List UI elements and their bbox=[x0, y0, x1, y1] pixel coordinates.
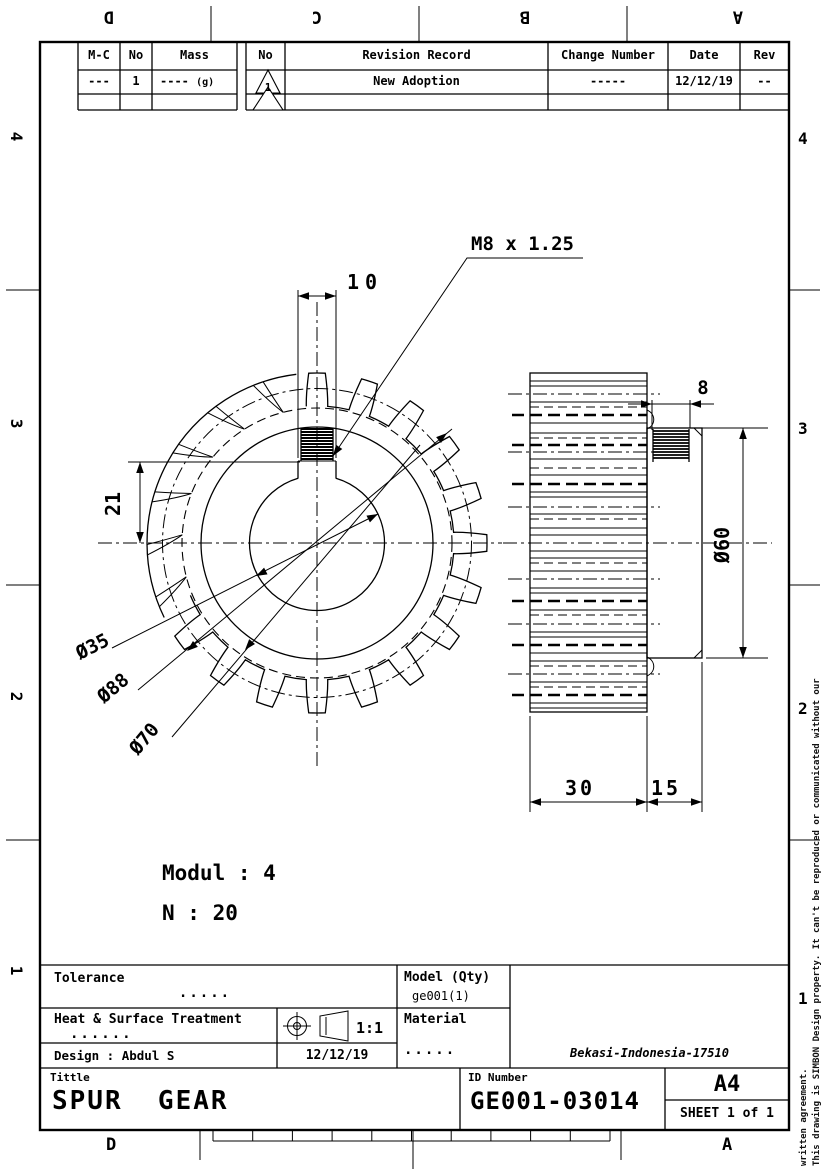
dimension-lines bbox=[112, 258, 768, 812]
rev-record-col-change: Change Number bbox=[561, 48, 655, 62]
design-date: 12/12/19 bbox=[305, 1048, 369, 1063]
revision-mark-triangles bbox=[253, 70, 283, 110]
id-number-value: GE001-03014 bbox=[470, 1087, 640, 1115]
material-label: Material bbox=[404, 1012, 467, 1027]
rev-summary-col-mass: Mass bbox=[180, 48, 209, 62]
note-teeth-count: N : 20 bbox=[162, 901, 238, 925]
zone-bottom-d: D bbox=[106, 1135, 117, 1155]
revision-mark-number: 1 bbox=[264, 81, 272, 94]
dia-bore-label: Ø35 bbox=[72, 629, 113, 665]
rev-record-rev: -- bbox=[757, 74, 772, 88]
zone-right-1: 1 bbox=[798, 989, 808, 1008]
zone-right-3: 3 bbox=[798, 419, 808, 438]
gear-front-view bbox=[98, 302, 502, 768]
dim-face-width-label: 30 bbox=[564, 776, 596, 800]
rev-summary-col-mc: M-C bbox=[88, 48, 110, 62]
dia-root-label: Ø70 bbox=[124, 718, 164, 760]
zone-left-1: 1 bbox=[6, 965, 26, 976]
rev-record-change: ----- bbox=[589, 74, 627, 88]
property-note-line1: This drawing is SIMBON Design property. It can't be reproduced or communicated without our bbox=[812, 678, 822, 1166]
centering-ruler bbox=[213, 1130, 610, 1141]
dim-hub-width-label: 15 bbox=[650, 776, 682, 800]
dim-thread-depth-label: 8 bbox=[697, 377, 709, 399]
rev-summary-mass-unit: (g) bbox=[196, 77, 215, 88]
rev-record-text: New Adoption bbox=[373, 74, 460, 88]
rev-summary-mass: ---- (g) bbox=[160, 74, 215, 88]
paper-size: A4 bbox=[713, 1072, 741, 1097]
drawing-title: SPUR GEAR bbox=[52, 1086, 229, 1116]
company-location: Bekasi-Indonesia-17510 bbox=[570, 1046, 729, 1060]
dia-tip-label: Ø88 bbox=[93, 668, 134, 708]
dim-keyway-top-label: 21 bbox=[101, 491, 125, 517]
zone-top-c: C bbox=[311, 6, 322, 27]
note-module: Modul : 4 bbox=[162, 861, 276, 885]
rev-summary-col-no: No bbox=[128, 48, 144, 62]
model-qty-label: Model (Qty) bbox=[404, 970, 491, 985]
zone-bottom-a: A bbox=[722, 1135, 733, 1155]
tolerance-value: ..... bbox=[178, 985, 232, 1001]
rev-record-col-no: No bbox=[258, 48, 273, 62]
zone-right-4: 4 bbox=[798, 129, 808, 148]
rev-record-col-record: Revision Record bbox=[362, 48, 471, 62]
thread-callout-label: M8 x 1.25 bbox=[471, 233, 574, 255]
rev-record-col-rev: Rev bbox=[753, 48, 776, 62]
rev-summary-mc: --- bbox=[88, 74, 110, 88]
dia-hub-label: Ø60 bbox=[710, 526, 734, 564]
zone-top-d: D bbox=[103, 6, 114, 27]
zone-top-a: A bbox=[732, 6, 743, 27]
zone-right-2: 2 bbox=[798, 699, 808, 718]
rev-record-date: 12/12/19 bbox=[675, 74, 733, 88]
material-value: ..... bbox=[404, 1042, 457, 1058]
zone-top-b: B bbox=[519, 6, 530, 27]
scale-value: 1:1 bbox=[356, 1019, 384, 1037]
zone-left-4: 4 bbox=[6, 131, 26, 142]
id-number-label: ID Number bbox=[468, 1071, 528, 1084]
zone-left-3: 3 bbox=[6, 418, 26, 429]
property-note-line2: written agreement. bbox=[799, 1068, 809, 1166]
title-label: Tittle bbox=[50, 1071, 90, 1084]
heat-surface-treatment-label: Heat & Surface Treatment bbox=[54, 1012, 242, 1027]
heat-surface-treatment-value: ...... bbox=[70, 1026, 133, 1042]
sheet-number: SHEET 1 of 1 bbox=[680, 1106, 774, 1121]
rev-summary-no: 1 bbox=[132, 74, 140, 88]
zone-left-2: 2 bbox=[6, 691, 26, 702]
tolerance-label: Tolerance bbox=[54, 971, 125, 986]
rev-record-col-date: Date bbox=[689, 48, 719, 62]
dim-keyway-width-label: 10 bbox=[346, 270, 384, 294]
model-qty-value: ge001(1) bbox=[412, 989, 470, 1003]
projection-symbol-icon bbox=[283, 1011, 348, 1041]
designer: Design : Abdul S bbox=[54, 1048, 175, 1063]
